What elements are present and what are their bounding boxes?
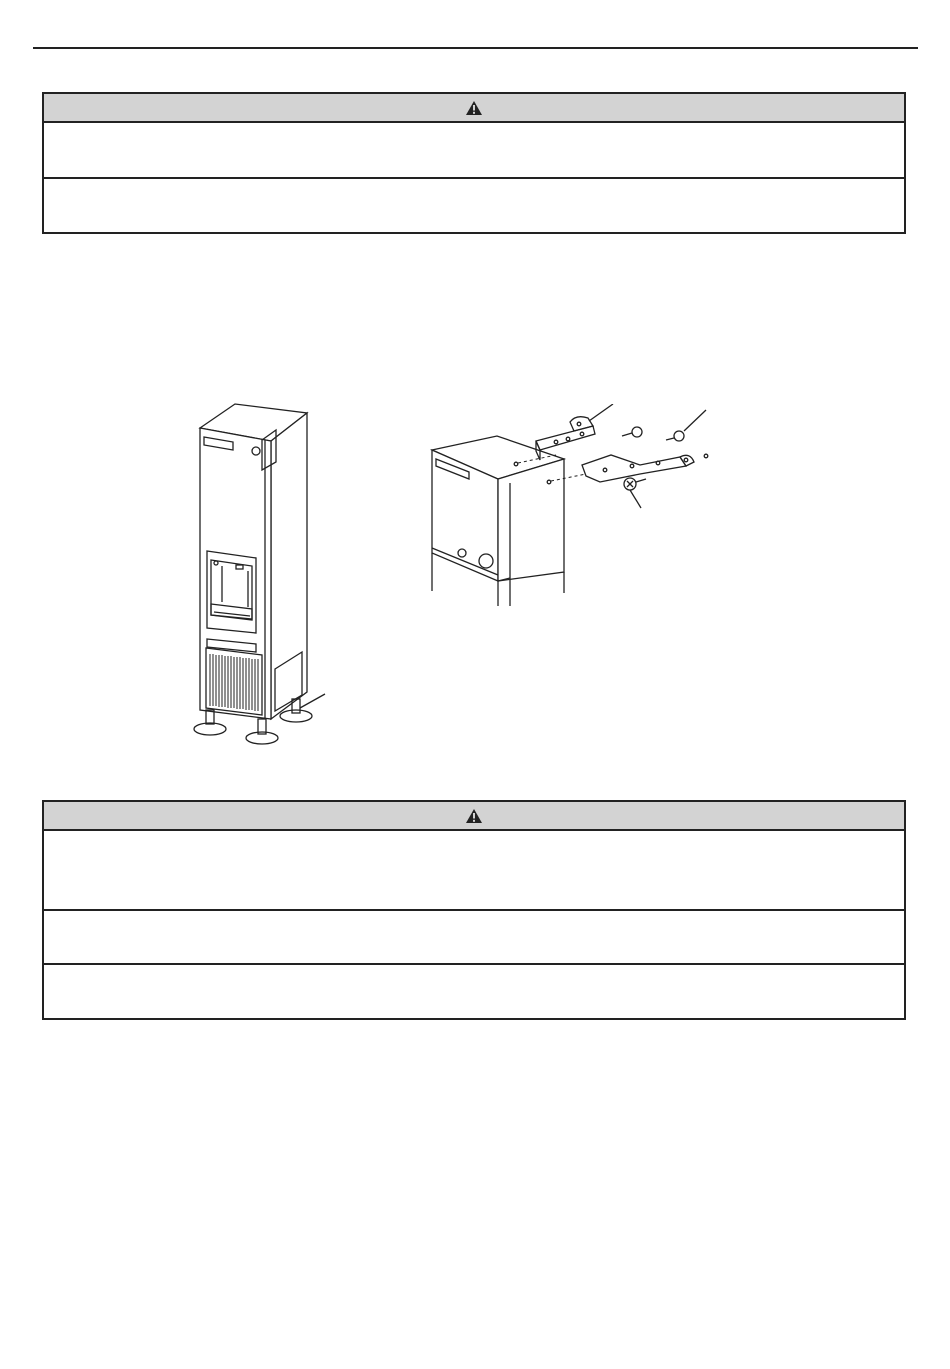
- warning-triangle-icon: [465, 808, 483, 824]
- dispenser-unit-illustration: [180, 398, 340, 748]
- warning-box-1-row-2: [44, 179, 904, 232]
- warning-box-2-row-2: [44, 911, 904, 965]
- warning-box-2-row-3: [44, 965, 904, 1020]
- warning-triangle-icon: [465, 100, 483, 116]
- warning-box-1: [42, 92, 906, 234]
- warning-box-1-header: [44, 94, 904, 123]
- warning-box-2: [42, 800, 906, 1020]
- warning-box-2-header: [44, 802, 904, 831]
- warning-box-1-row-1: [44, 123, 904, 179]
- top-rule: [33, 47, 918, 49]
- warning-box-2-row-1: [44, 831, 904, 911]
- bracket-mounting-illustration: [425, 404, 725, 610]
